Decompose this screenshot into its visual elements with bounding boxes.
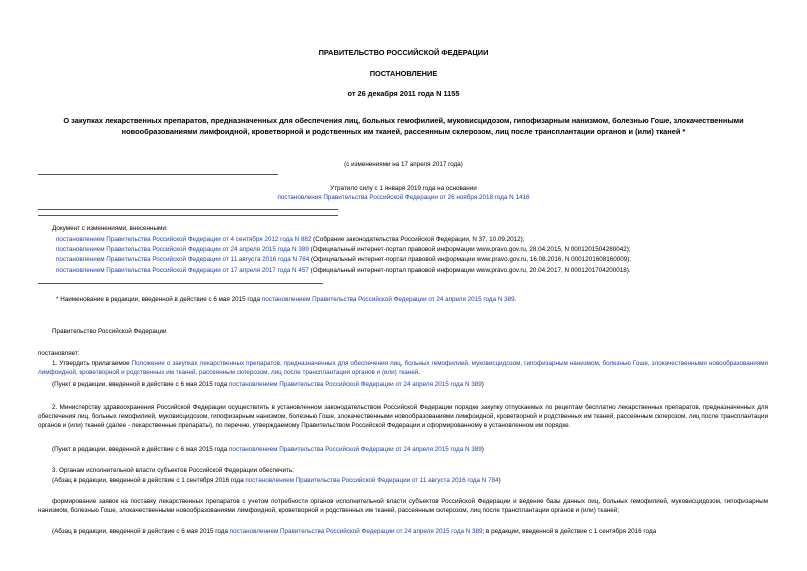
note-end: ) [498, 477, 501, 484]
amendment-link[interactable]: постановлением Правительства Российской Федерации от 4 сентября 2012 года N 882 [56, 236, 312, 243]
item-2: 2. Министерству здравоохранения Российской Федерации осуществлять в установленном законодательством Российской Федерации порядке закупку отпускаемых по рецептам бесплатно лекарственных препаратов, предназначенных для обеспечения лиц, больных гемофилией, муковисцидозом, гипофизарным нанизмом, болезнью Гоше, злокачественными новообразованиями лимфоидной, кроветворной и родственных им тканей, рассеянным склерозом, лиц после трансплантации органов и (или) тканей (далее - лекарственные препараты), по перечню, утверждаемому Правительством Российской Федерации и сформированному в установленном им порядке. [38, 404, 768, 429]
government-heading: ПРАВИТЕЛЬСТВО РОССИЙСКОЙ ФЕДЕРАЦИИ [318, 48, 489, 57]
footnote-link[interactable]: постановлением Правительства Российской Федерации от 24 апреля 2015 года N 389 [261, 296, 515, 303]
repeal-block [0, 184, 807, 202]
item-3: 3. Органам исполнительной власти субъектов Российской Федерации обеспечить: [52, 467, 294, 474]
separator-line [38, 209, 338, 210]
separator-line [38, 174, 278, 175]
document-type: ПОСТАНОВЛЕНИЕ [369, 69, 438, 78]
amendment-link[interactable]: постановлением Правительства Российской Федерации от 11 августа 2016 года N 784 [56, 256, 310, 263]
changes-note: (с изменениями на 17 апреля 2017 года) [344, 161, 463, 168]
note-link[interactable]: постановлением Правительства Российской Федерации от 11 августа 2016 года N 784 [245, 477, 499, 484]
amendment-source: (Официальный интернет-портал правовой информации www.pravo.gov.ru, 28.04.2015, N 0001201504280042); [308, 246, 631, 253]
item-3-note [52, 476, 501, 485]
amendment-source: (Собрание законодательства Российской Федерации, N 37, 10.09.2012); [311, 236, 525, 243]
footnote [56, 295, 516, 304]
amendment-link[interactable]: постановлением Правительства Российской Федерации от 24 апреля 2015 года N 389 [56, 246, 309, 253]
document-title: О закупках лекарственных препаратов, предназначенных для обеспечения лиц, больных гемофилией, муковисцидозом, гипофизарным нанизмом, болезнью Гоше, злокачественными новообразованиями лимфоидной, кроветворной и родственных им тканей, рассеянным склерозом, лиц после трансплантации органов и (или) тканей * [63, 116, 744, 136]
amendment-item [56, 235, 525, 244]
item-1-prefix: 1. Утвердить прилагаемое [52, 360, 132, 367]
amendment-link[interactable]: постановлением Правительства Российской Федерации от 17 апреля 2017 года N 457 [56, 267, 309, 274]
separator-line [38, 283, 323, 284]
note-link[interactable]: постановлением Правительства Российской Федерации от 24 апреля 2015 года N 389 [228, 381, 482, 388]
note-link[interactable]: постановлением Правительства Российской Федерации от 24 апреля 2015 года N 389 [229, 528, 483, 535]
note-end: ; в редакции, введенной в действие с 1 сентября 2016 года [482, 528, 657, 535]
amendment-item [56, 266, 631, 275]
note-text: (Абзац в редакции, введенной в действие с 1 сентября 2016 года [52, 477, 246, 484]
note-text: (Пункт в редакции, введенной в действие с 6 мая 2015 года [52, 381, 229, 388]
government-line: Правительство Российской Федерации [52, 328, 167, 335]
amendment-source: (Официальный интернет-портал правовой информации www.pravo.gov.ru, 20.04.2017, N 0001201704200018). [308, 267, 631, 274]
note-end: ) [481, 446, 484, 453]
item-1-suffix: . [418, 369, 420, 376]
amendment-item [56, 255, 631, 264]
note-end: ) [481, 381, 484, 388]
item-1 [38, 359, 768, 377]
amendment-item [56, 245, 631, 254]
separator-line [38, 215, 338, 216]
document-date-number: от 26 декабря 2011 года N 1155 [347, 89, 460, 98]
amendments-intro: Документ с изменениями, внесенными: [52, 225, 168, 232]
footnote-end: . [514, 296, 517, 303]
note-link[interactable]: постановлением Правительства Российской Федерации от 24 апреля 2015 года N 389 [228, 446, 482, 453]
note-text: (Пункт в редакции, введенной в действие с 6 мая 2015 года [52, 446, 229, 453]
item-3-paragraph-note [52, 527, 656, 536]
repeal-text: Утратило силу с 1 января 2019 года на основании [330, 185, 477, 192]
amendment-source: (Официальный интернет-портал правовой информации www.pravo.gov.ru, 16.08.2016, N 0001201608160009); [309, 256, 632, 263]
footnote-text: * Наименование в редакции, введенной в действие с 6 мая 2015 года [56, 296, 262, 303]
item-2-note [52, 445, 484, 454]
decrees-word: постановляет: [38, 350, 80, 357]
item-1-note [52, 380, 484, 389]
note-text: (Абзац в редакции, введенной в действие с 6 мая 2015 года [52, 528, 230, 535]
item-3-paragraph: формирование заявок на поставку лекарственных препаратов с учетом потребности органов исполнительной власти субъектов Российской Федерации и ведение базы данных лиц, больных гемофилией, муковисцидозом, гипофизарным нанизмом, болезнью Гоше, злокачественными новообразованиями лимфоидной, кроветворной и родственных им тканей, рассеянным склерозом, лиц после трансплантации органов и (или) тканей; [38, 498, 768, 514]
repeal-link[interactable]: постановления Правительства Российской Федерации от 26 ноября 2018 года N 1416 [277, 194, 530, 201]
regulation-link[interactable]: Положение о закупках лекарственных препаратов, предназначенных для обеспечения лиц, больных гемофилией, муковисцидозом, гипофизарным нанизмом, болезнью Гоше, злокачественными новообразованиями лимфоидной, кроветворной и родственных им тканей, рассеянным склерозом, лиц после трансплантации органов и (или) тканей [38, 360, 768, 376]
